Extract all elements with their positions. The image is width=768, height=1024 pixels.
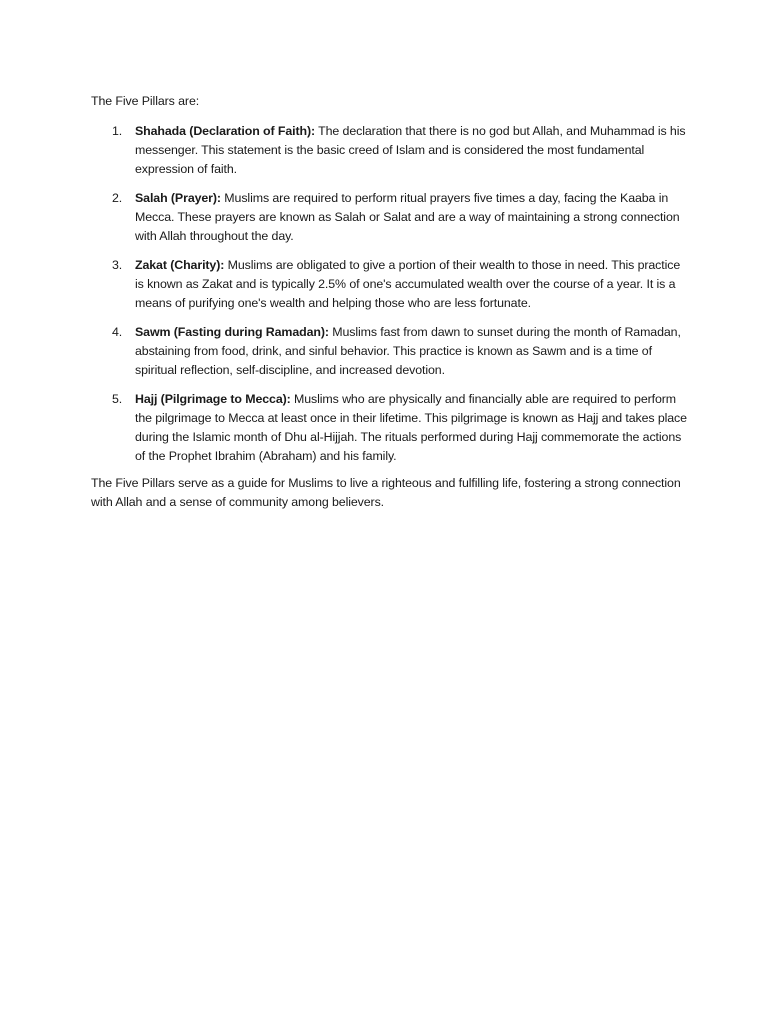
list-item-description: Muslims are obligated to give a portion of their wealth to those in need. This practice is known as Zakat and is typically 2.5% of one's accumulated wealth over the course of a year. It is a means of purifying one's wealth and helping those who are less fortunate. bbox=[135, 258, 681, 310]
list-item-term: Shahada (Declaration of Faith): bbox=[135, 124, 316, 138]
list-item-term: Sawm (Fasting during Ramadan): bbox=[135, 325, 329, 339]
list-item-number: 3. bbox=[112, 258, 123, 272]
pillars-list bbox=[91, 122, 691, 466]
list-item bbox=[91, 189, 691, 246]
list-item bbox=[91, 122, 691, 179]
list-item-number: 4. bbox=[112, 325, 123, 339]
list-item-number: 1. bbox=[112, 124, 123, 138]
list-item-number: 5. bbox=[112, 392, 123, 406]
document-body bbox=[91, 92, 691, 512]
list-item-description: The declaration that there is no god but Allah, and Muhammad is his messenger. This statement is the basic creed of Islam and is considered the most fundamental expression of faith. bbox=[135, 124, 686, 176]
list-item bbox=[91, 390, 691, 466]
list-item-number: 2. bbox=[112, 191, 123, 205]
closing-text: The Five Pillars serve as a guide for Muslims to live a righteous and fulfilling life, fostering a strong connection with Allah and a sense of community among believers. bbox=[91, 476, 681, 509]
list-item-term: Hajj (Pilgrimage to Mecca): bbox=[135, 392, 291, 406]
intro-text: The Five Pillars are: bbox=[91, 94, 200, 108]
list-item-term: Zakat (Charity): bbox=[135, 258, 225, 272]
list-item-description: Muslims who are physically and financially able are required to perform the pilgrimage to Mecca at least once in their lifetime. This pilgrimage is known as Hajj and takes place during the Islamic month of Dhu al-Hijjah. The rituals performed during Hajj commemorate the actions of the Prophet Ibrahim (Abraham) and his family. bbox=[135, 392, 687, 463]
list-item-description: Muslims are required to perform ritual prayers five times a day, facing the Kaaba in Mecca. These prayers are known as Salah or Salat and are a way of maintaining a strong connection with Allah throughout the day. bbox=[135, 191, 680, 243]
list-item bbox=[91, 323, 691, 380]
list-item-term: Salah (Prayer): bbox=[135, 191, 221, 205]
list-item-description: Muslims fast from dawn to sunset during the month of Ramadan, abstaining from food, drink, and sinful behavior. This practice is known as Sawm and is a time of spiritual reflection, self-discipline, and increased devotion. bbox=[135, 325, 681, 377]
list-item bbox=[91, 256, 691, 313]
